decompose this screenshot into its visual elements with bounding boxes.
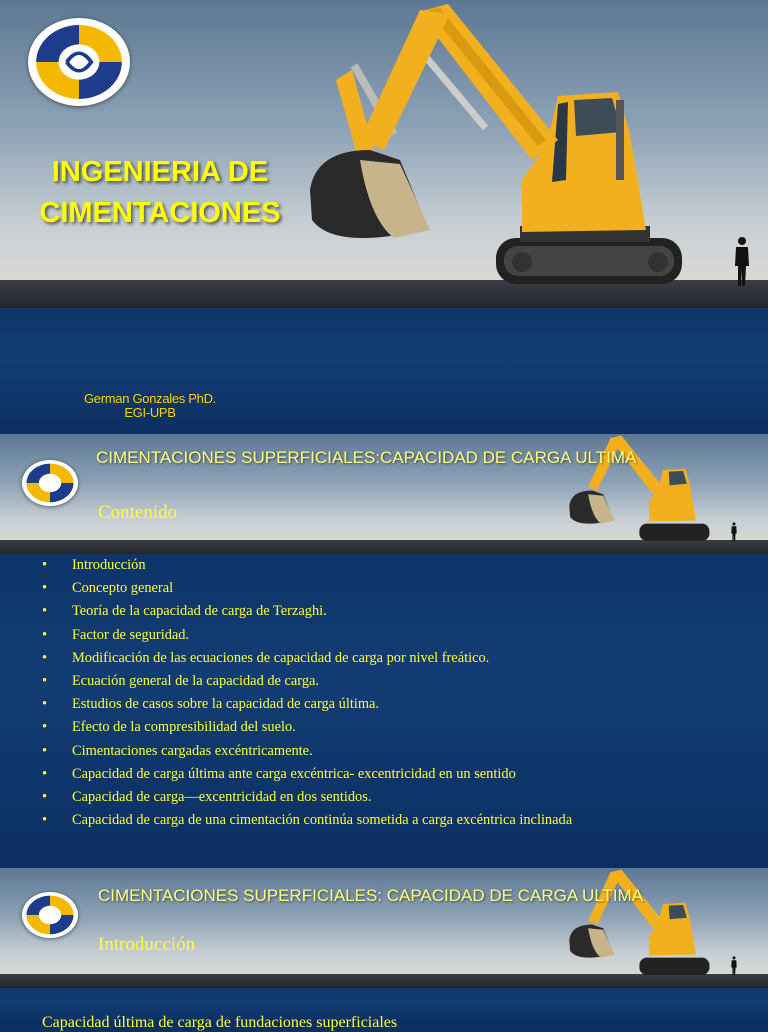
list-item: • Cimentaciones cargadas excéntricamente.	[42, 740, 572, 763]
bullet-icon: •	[42, 742, 48, 759]
list-item: • Factor de seguridad.	[42, 624, 572, 647]
list-item: • Concepto general	[42, 577, 572, 600]
slide-title: CIMENTACIONES SUPERFICIALES: CAPACIDAD DE CARGA ULTIMA	[98, 886, 644, 905]
slide-title: CIMENTACIONES SUPERFICIALES:CAPACIDAD DE CARGA ULTIMA	[96, 448, 637, 467]
person-silhouette-icon	[730, 522, 738, 542]
logo-icon	[22, 892, 78, 938]
excavator-icon	[300, 0, 690, 292]
bullet-icon: •	[42, 649, 48, 666]
partial-body-text: Capacidad última de carga de fundaciones superficiales	[42, 1014, 398, 1031]
list-item: • Modificación de las ecuaciones de capacidad de carga por nivel freático.	[42, 647, 572, 670]
excavator-icon	[564, 868, 714, 978]
slide-title-page	[0, 0, 768, 432]
person-silhouette-icon	[732, 236, 752, 288]
list-item: • Introducción	[42, 554, 572, 577]
bullet-icon: •	[42, 557, 48, 573]
list-item: • Capacidad de carga última ante carga excéntrica- excentricidad en un sentido	[42, 763, 572, 786]
bullet-icon: •	[42, 580, 48, 597]
bullet-icon: •	[42, 719, 48, 736]
bullet-icon: •	[42, 626, 48, 643]
author-org: EGI-UPB	[124, 405, 176, 420]
presentation-title: INGENIERIA DE CIMENTACIONES	[39, 156, 281, 229]
list-item: • Capacidad de carga—excentricidad en dos sentidos.	[42, 786, 572, 809]
author-name: German Gonzales PhD.	[83, 391, 216, 406]
list-item: • Ecuación general de la capacidad de carga.	[42, 670, 572, 693]
logo-icon	[22, 460, 78, 506]
bullet-icon: •	[42, 788, 48, 805]
author-block	[40, 392, 260, 420]
list-item: • Capacidad de carga de una cimentación continúa sometida a carga excéntrica inclinada	[42, 809, 572, 832]
list-item: • Efecto de la compresibilidad del suelo.	[42, 716, 572, 739]
logo-icon	[28, 18, 130, 106]
bullet-icon: •	[42, 696, 48, 713]
section-heading: Contenido	[98, 502, 178, 523]
list-item: • Teoría de la capacidad de carga de Terzaghi.	[42, 600, 572, 623]
bullet-icon: •	[42, 812, 48, 829]
slide-introduction	[0, 868, 768, 1024]
person-silhouette-icon	[730, 956, 738, 976]
list-item: • Estudios de casos sobre la capacidad de carga última.	[42, 693, 572, 716]
bullet-icon: •	[42, 765, 48, 782]
bullet-icon: •	[42, 672, 48, 689]
bullet-icon: •	[42, 603, 48, 620]
section-heading: Introducción	[98, 934, 196, 955]
contents-list	[42, 554, 572, 832]
